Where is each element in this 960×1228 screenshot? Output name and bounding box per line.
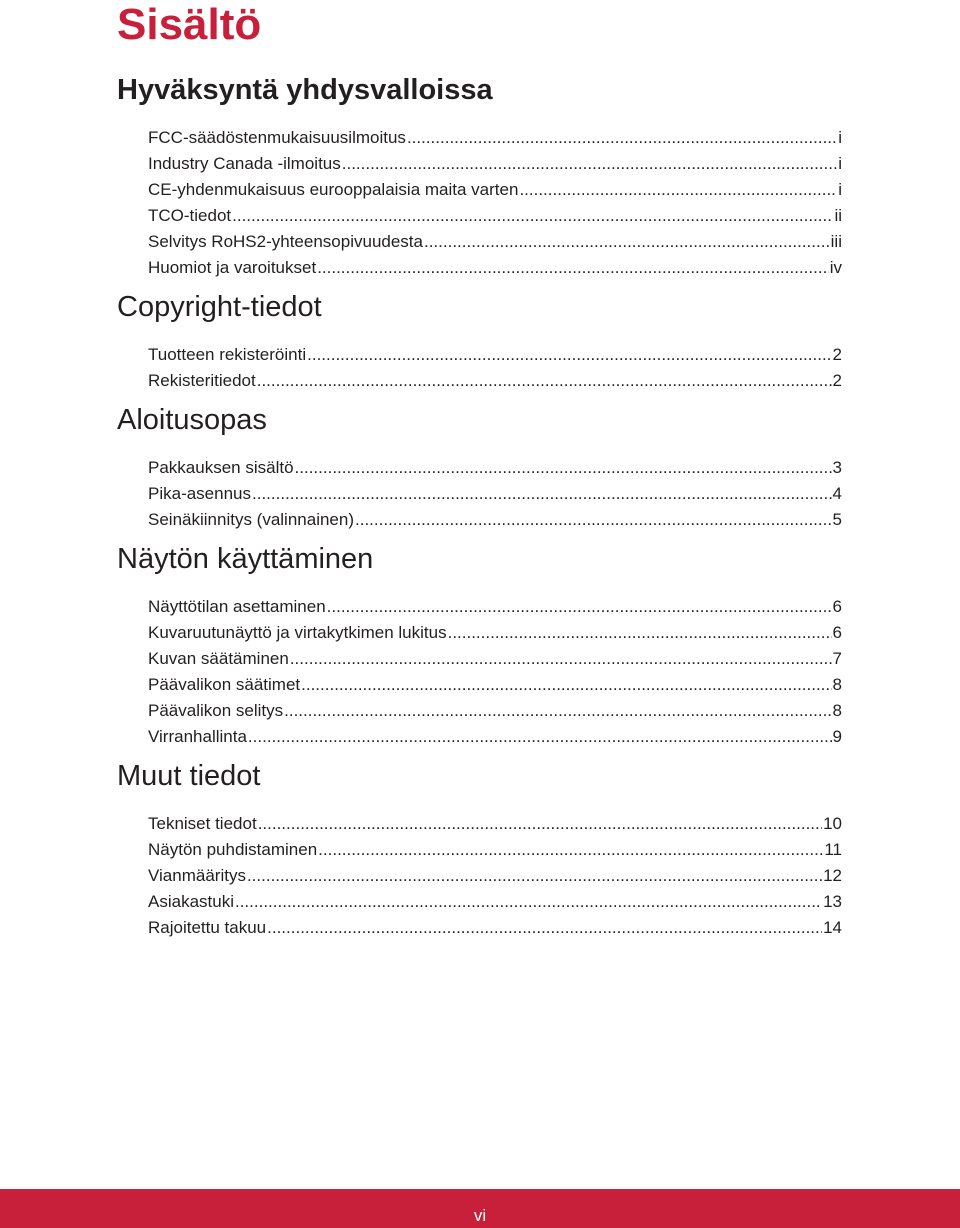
toc-entry-page: 6 [832, 597, 842, 616]
dot-leader [317, 255, 829, 281]
toc-entry[interactable] [148, 646, 842, 672]
toc-entry-page: i [838, 154, 842, 173]
toc-entry[interactable] [148, 481, 842, 507]
toc-entry[interactable] [148, 203, 842, 229]
dot-leader [301, 672, 831, 698]
dot-leader [247, 863, 822, 889]
toc-entry-list [148, 811, 842, 941]
toc-entry-page: ii [834, 206, 842, 225]
toc-entry[interactable] [148, 455, 842, 481]
toc-entry-page: 8 [832, 675, 842, 694]
toc-entry[interactable] [148, 837, 842, 863]
toc-entry-page: 13 [823, 892, 842, 911]
section-heading[interactable]: Hyväksyntä yhdysvalloissa [117, 74, 493, 106]
toc-entry-label: Näytön puhdistaminen [148, 840, 318, 859]
toc-entry-page: 10 [823, 814, 842, 833]
toc-section-hyvaksynta [117, 68, 842, 281]
toc-entry-page: 12 [823, 866, 842, 885]
toc-section-copyright [117, 285, 842, 394]
toc-entry[interactable] [148, 889, 842, 915]
toc-section-aloitusopas [117, 398, 842, 533]
dot-leader [519, 177, 837, 203]
dot-leader [318, 837, 823, 863]
toc-entry-label: FCC-säädöstenmukaisuusilmoitus [148, 128, 406, 147]
toc-entry-label: Tuotteen rekisteröinti [148, 345, 307, 364]
toc-entry-label: Pika-asennus [148, 484, 252, 503]
toc-entry[interactable] [148, 151, 842, 177]
toc-entry-page: iii [830, 232, 842, 251]
toc-entry-label: Näyttötilan asettaminen [148, 597, 326, 616]
toc-entry[interactable] [148, 342, 842, 368]
dot-leader [257, 368, 832, 394]
toc-entry-label: Kuvaruutunäyttö ja virtakytkimen lukitus [148, 623, 447, 642]
toc-entry-label: Virranhallinta [148, 727, 247, 746]
toc-entry-page: 5 [832, 510, 842, 529]
section-heading[interactable]: Näytön käyttäminen [117, 543, 374, 575]
toc-entry-page: 2 [832, 371, 842, 390]
footer-bar [0, 1189, 960, 1228]
toc-section-nayton-kayttaminen [117, 537, 842, 750]
toc-entry-label: Seinäkiinnitys (valinnainen) [148, 510, 355, 529]
toc-entry-list [148, 125, 842, 281]
toc-entry[interactable] [148, 255, 842, 281]
toc-entry-label: Päävalikon selitys [148, 701, 284, 720]
toc-entry-page: i [838, 128, 842, 147]
toc-entry-label: Asiakastuki [148, 892, 234, 911]
toc-entry-page: 11 [824, 840, 842, 859]
toc-entry-list [148, 594, 842, 750]
dot-leader [424, 229, 830, 255]
dot-leader [248, 724, 832, 750]
dot-leader [295, 455, 832, 481]
toc-entry-list [148, 455, 842, 533]
toc-entry-label: TCO-tiedot [148, 206, 232, 225]
toc-section-muut-tiedot [117, 754, 842, 941]
toc-entry-label: Selvitys RoHS2-yhteensopivuudesta [148, 232, 423, 251]
toc-entry[interactable] [148, 811, 842, 837]
section-heading[interactable]: Aloitusopas [117, 404, 267, 436]
toc-entry-page: 6 [832, 623, 842, 642]
dot-leader [342, 151, 837, 177]
dot-leader [407, 125, 837, 151]
section-heading[interactable]: Muut tiedot [117, 760, 261, 792]
toc-entry[interactable] [148, 594, 842, 620]
toc-entry[interactable] [148, 724, 842, 750]
page-title: Sisältö [117, 0, 262, 49]
toc-entry-page: iv [829, 258, 842, 277]
toc-entry[interactable] [148, 368, 842, 394]
section-heading[interactable]: Copyright-tiedot [117, 291, 322, 323]
toc-entry-page: i [838, 180, 842, 199]
toc-entry-label: Rajoitettu takuu [148, 918, 267, 937]
toc-entry[interactable] [148, 698, 842, 724]
dot-leader [258, 811, 822, 837]
toc-entry-label: Pakkauksen sisältö [148, 458, 294, 477]
toc-entry-label: Päävalikon säätimet [148, 675, 301, 694]
toc-entry[interactable] [148, 620, 842, 646]
toc-entry[interactable] [148, 229, 842, 255]
toc-entry[interactable] [148, 177, 842, 203]
toc-entry-label: Kuvan säätäminen [148, 649, 289, 668]
toc-entry-page: 3 [832, 458, 842, 477]
toc-entry-page: 14 [823, 918, 842, 937]
dot-leader [267, 915, 822, 941]
footer-page-number: vi [473, 1206, 487, 1225]
toc-entry[interactable] [148, 672, 842, 698]
dot-leader [235, 889, 822, 915]
toc-entry[interactable] [148, 915, 842, 941]
toc-entry-label: Vianmääritys [148, 866, 246, 885]
toc-entry-list [148, 342, 842, 394]
toc-entry-label: Tekniset tiedot [148, 814, 257, 833]
toc-entry-page: 9 [832, 727, 842, 746]
dot-leader [252, 481, 832, 507]
dot-leader [290, 646, 832, 672]
dot-leader [307, 342, 831, 368]
toc-entry-label: Huomiot ja varoitukset [148, 258, 317, 277]
dot-leader [355, 507, 832, 533]
toc-entry-label: CE-yhdenmukaisuus eurooppalaisia maita varten [148, 180, 519, 199]
toc-entry-page: 4 [832, 484, 842, 503]
toc-entry-label: Rekisteritiedot [148, 371, 256, 390]
dot-leader [232, 203, 833, 229]
toc-entry[interactable] [148, 507, 842, 533]
toc-entry-page: 7 [832, 649, 842, 668]
toc-entry[interactable] [148, 863, 842, 889]
dot-leader [448, 620, 832, 646]
toc-entry-label: Industry Canada -ilmoitus [148, 154, 341, 173]
dot-leader [327, 594, 832, 620]
dot-leader [284, 698, 831, 724]
toc-entry[interactable] [148, 125, 842, 151]
toc-entry-page: 2 [832, 345, 842, 364]
toc-entry-page: 8 [832, 701, 842, 720]
